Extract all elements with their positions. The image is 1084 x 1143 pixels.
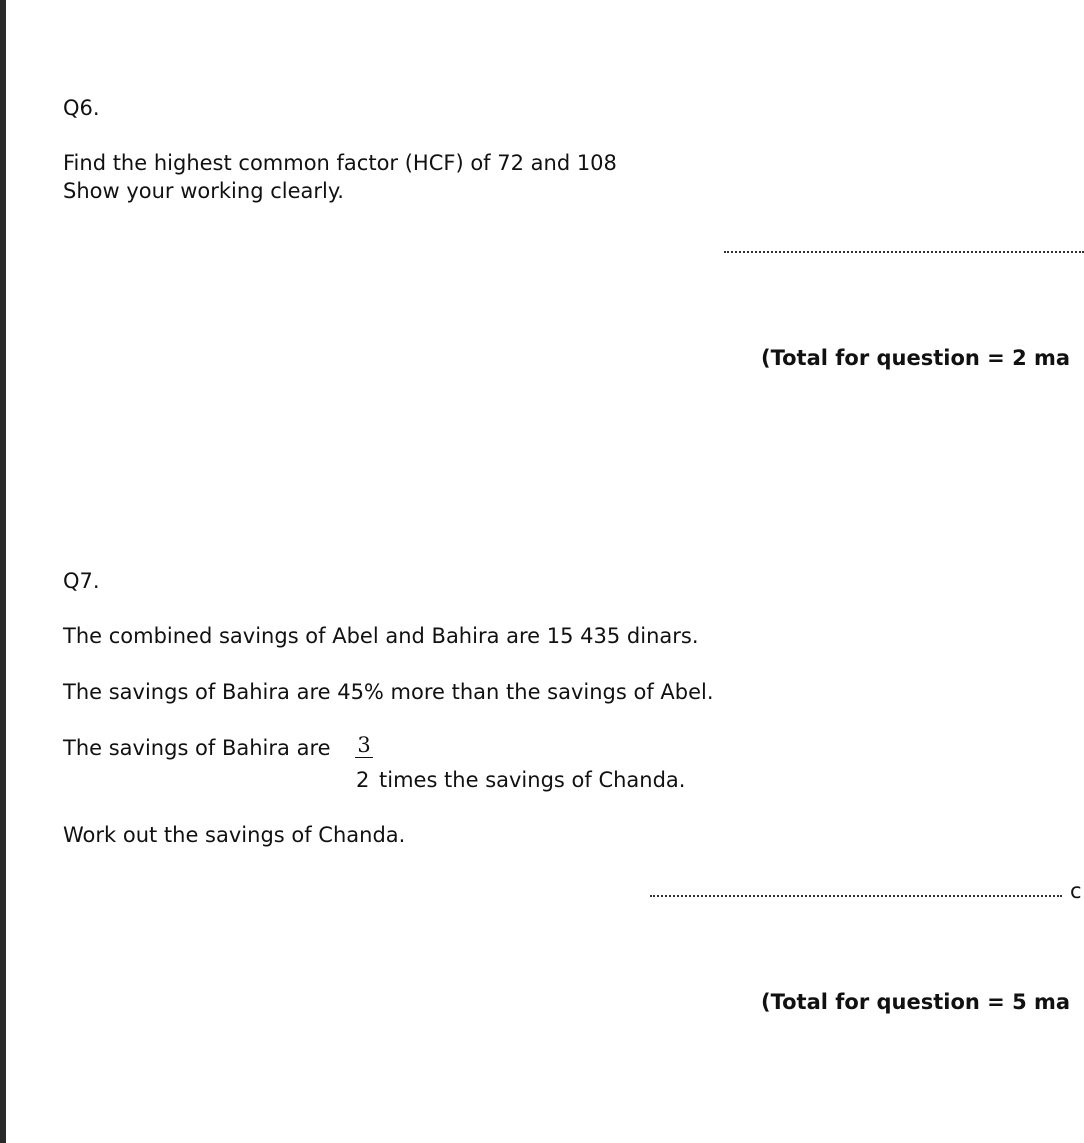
q6-question-line-1: Find the highest common factor (HCF) of 72 and 108 — [63, 151, 617, 175]
fraction-denominator: 2 — [356, 768, 370, 792]
q7-number: Q7. — [63, 569, 100, 593]
q6-number: Q6. — [63, 96, 100, 120]
q7-answer-unit: c — [1070, 879, 1082, 903]
fraction-bar — [355, 757, 373, 758]
fraction-numerator: 3 — [357, 733, 371, 757]
q6-total-marks: (Total for question = 2 ma — [761, 346, 1071, 370]
q7-answer-line[interactable] — [650, 892, 1062, 897]
q6-question-line-2: Show your working clearly. — [63, 179, 344, 203]
q7-question-line-3-start: The savings of Bahira are — [63, 736, 331, 760]
q7-total-marks: (Total for question = 5 ma — [761, 990, 1071, 1014]
q7-question-line-2: The savings of Bahira are 45% more than the savings of Abel. — [63, 680, 714, 704]
q7-question-line-1: The combined savings of Abel and Bahira are 15 435 dinars. — [63, 624, 699, 648]
worksheet-page — [6, 0, 1080, 1143]
q7-question-line-3-end: times the savings of Chanda. — [379, 768, 686, 792]
q7-question-line-4: Work out the savings of Chanda. — [63, 823, 406, 847]
q6-answer-line[interactable] — [724, 248, 1084, 253]
